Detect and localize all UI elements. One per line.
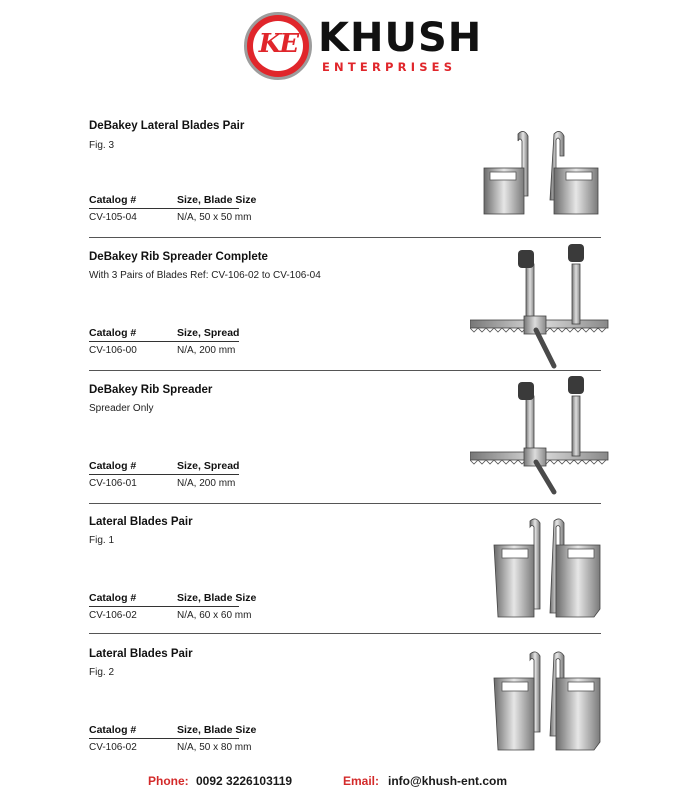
logo-monogram: KE bbox=[258, 29, 298, 59]
product-title: Lateral Blades Pair bbox=[89, 516, 193, 528]
product-subtitle: Fig. 2 bbox=[89, 667, 115, 678]
catalog-value: CV-106-01 bbox=[89, 478, 137, 489]
blade-pair-image bbox=[478, 126, 608, 221]
product-title: DeBakey Lateral Blades Pair bbox=[89, 120, 245, 132]
header-underline bbox=[89, 606, 239, 607]
catalog-header: Catalog # bbox=[89, 460, 137, 472]
blade-pair-image bbox=[490, 650, 610, 755]
size-header: Size, Blade Size bbox=[177, 194, 257, 206]
product-title: DeBakey Rib Spreader bbox=[89, 384, 213, 396]
email-value[interactable]: info@khush-ent.com bbox=[388, 774, 508, 788]
catalog-header: Catalog # bbox=[89, 327, 137, 339]
phone-label: Phone: bbox=[148, 774, 189, 788]
catalog-value: CV-105-04 bbox=[89, 212, 137, 223]
catalog-value: CV-106-02 bbox=[89, 742, 137, 753]
size-header: Size, Spread bbox=[177, 460, 240, 472]
rib-spreader-image bbox=[470, 372, 610, 502]
section-divider bbox=[89, 370, 601, 371]
product-subtitle: Spreader Only bbox=[89, 403, 154, 414]
catalog-header: Catalog # bbox=[89, 592, 137, 604]
size-value: N/A, 50 x 50 mm bbox=[177, 212, 252, 223]
product-title: Lateral Blades Pair bbox=[89, 648, 193, 660]
product-subtitle: With 3 Pairs of Blades Ref: CV-106-02 to CV-106-04 bbox=[89, 270, 321, 281]
product-subtitle: Fig. 3 bbox=[89, 140, 115, 151]
size-header: Size, Blade Size bbox=[177, 724, 257, 736]
size-value: N/A, 200 mm bbox=[177, 478, 236, 489]
blade-pair-image bbox=[490, 517, 610, 622]
brand-name: KHUSH bbox=[318, 15, 483, 61]
catalog-header: Catalog # bbox=[89, 194, 137, 206]
rib-spreader-image bbox=[470, 238, 610, 378]
section-divider bbox=[89, 503, 601, 504]
brand-subtitle: ENTERPRISES bbox=[322, 60, 457, 74]
header-underline bbox=[89, 738, 239, 739]
product-subtitle: Fig. 1 bbox=[89, 535, 115, 546]
size-header: Size, Blade Size bbox=[177, 592, 257, 604]
catalog-value: CV-106-02 bbox=[89, 610, 137, 621]
email-label: Email: bbox=[343, 774, 380, 788]
header-underline bbox=[89, 208, 239, 209]
size-value: N/A, 50 x 80 mm bbox=[177, 742, 252, 753]
product-title: DeBakey Rib Spreader Complete bbox=[89, 251, 268, 263]
section-divider bbox=[89, 633, 601, 634]
size-value: N/A, 200 mm bbox=[177, 345, 236, 356]
size-value: N/A, 60 x 60 mm bbox=[177, 610, 252, 621]
header-underline bbox=[89, 474, 239, 475]
phone-value: 0092 3226103119 bbox=[196, 774, 293, 788]
catalog-header: Catalog # bbox=[89, 724, 137, 736]
brand-logo bbox=[244, 12, 483, 82]
catalog-value: CV-106-00 bbox=[89, 345, 137, 356]
header-underline bbox=[89, 341, 239, 342]
size-header: Size, Spread bbox=[177, 327, 240, 339]
logo-circle bbox=[244, 12, 312, 80]
